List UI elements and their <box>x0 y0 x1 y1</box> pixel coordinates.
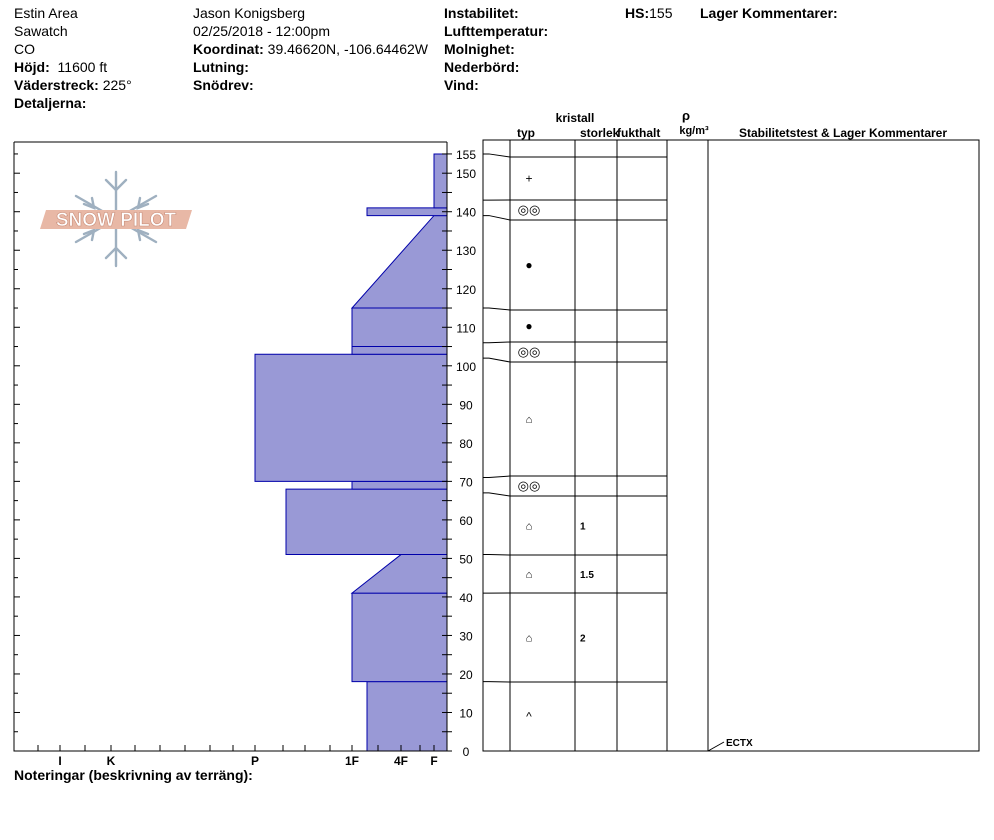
height-tick-label: 80 <box>459 436 473 451</box>
hardness-layer <box>352 347 447 355</box>
layer-grid-frame <box>483 140 979 751</box>
grain-type-symbol: ◎◎ <box>517 202 541 217</box>
grain-type-symbol: ⌂ <box>525 569 533 581</box>
hs-label: HS: <box>625 5 650 21</box>
grain-size-value: 1.5 <box>580 570 594 581</box>
height-tick-label: 30 <box>459 629 473 644</box>
height-tick-label: 70 <box>459 475 473 490</box>
hardness-layer <box>367 208 447 216</box>
grain-type-symbol: + <box>525 171 533 186</box>
height-tick-label: 20 <box>459 667 473 682</box>
slope-label: Lutning: <box>193 59 249 75</box>
hardness-label: P <box>250 754 260 768</box>
column-header-storlek: storlek <box>580 126 620 140</box>
logo-text: SNOW PILOT <box>55 210 177 231</box>
snowflake-logo-icon <box>40 172 192 266</box>
hardness-label: K <box>106 754 116 768</box>
layer-connector-line <box>483 308 510 310</box>
column-header-kristall: kristall <box>555 111 595 125</box>
column-header-typ: typ <box>517 126 535 140</box>
layer-connector-line <box>483 342 510 343</box>
height-tick-label: 130 <box>455 244 477 259</box>
elevation-value: 11600 ft <box>57 59 108 75</box>
hardness-layer <box>352 593 447 682</box>
coordinate-value: 39.46620N, -106.64462W <box>267 41 428 57</box>
grain-type-symbol: ◎◎ <box>517 344 541 359</box>
layer-comments-label: Lager Kommentarer: <box>700 5 838 21</box>
hardness-layer <box>434 154 447 208</box>
datetime-text: 02/25/2018 - 12:00pm <box>193 23 330 39</box>
air-temp-label: Lufttemperatur: <box>444 23 549 39</box>
observer-text: Jason Konigsberg <box>193 5 306 21</box>
hardness-layer <box>352 555 447 594</box>
aspect-label: Väderstreck: <box>14 77 99 93</box>
hardness-layer <box>367 682 447 751</box>
grain-type-symbol: ◎◎ <box>517 478 541 493</box>
coordinate-label: Koordinat: <box>193 41 264 57</box>
hardness-layer <box>352 216 447 308</box>
layer-connector-line <box>483 358 510 362</box>
state-text: CO <box>14 41 35 57</box>
notes-label: Noteringar (beskrivning av terräng): <box>14 767 253 783</box>
hardness-layer <box>352 481 447 489</box>
grain-type-symbol: ● <box>525 258 533 272</box>
stability-test-label: ECTX <box>726 738 753 749</box>
grain-type-symbol: ^ <box>526 709 532 724</box>
height-tick-label: 155 <box>455 147 477 162</box>
hardness-layer <box>286 489 447 554</box>
grain-type-symbol: ● <box>525 319 533 333</box>
height-tick-label: 140 <box>455 205 477 220</box>
cloud-label: Molnighet: <box>444 41 515 57</box>
column-header-fukthalt: fukthalt <box>617 126 661 140</box>
grain-type-symbol: ⌂ <box>525 414 533 426</box>
drift-label: Snödrev: <box>193 77 254 93</box>
layer-connector-line <box>483 476 510 478</box>
hardness-label: 4F <box>393 754 409 768</box>
elevation-label: Höjd: <box>14 59 50 75</box>
range-text: Sawatch <box>14 23 68 39</box>
column-header-rho: ρ <box>681 108 691 123</box>
grain-size-value: 1 <box>580 521 586 533</box>
hardness-label: I <box>58 754 62 768</box>
height-tick-label: 110 <box>456 321 476 336</box>
grain-type-symbol: ⌂ <box>525 520 533 533</box>
height-tick-label: 60 <box>459 513 473 528</box>
hs-value: 155 <box>649 5 673 21</box>
wind-label: Vind: <box>444 77 479 93</box>
hardness-label: F <box>430 754 438 768</box>
height-tick-label: 50 <box>459 552 473 567</box>
hardness-layer <box>352 308 447 347</box>
height-tick-label: 10 <box>459 706 473 721</box>
height-tick-label: 0 <box>462 745 470 759</box>
height-tick-label: 150 <box>455 167 477 182</box>
instability-label: Instabilitet: <box>444 5 519 21</box>
layer-connector-line <box>483 493 510 496</box>
height-tick-label: 100 <box>455 359 477 374</box>
hardness-layer <box>255 354 447 481</box>
details-label: Detaljerna: <box>14 95 87 111</box>
location-text: Estin Area <box>14 5 78 21</box>
column-header-stability: Stabilitetstest & Lager Kommentarer <box>738 126 948 140</box>
precip-label: Nederbörd: <box>444 59 520 75</box>
column-header-density-unit: kg/m³ <box>679 125 709 137</box>
height-tick-label: 90 <box>459 398 473 413</box>
height-tick-label: 120 <box>455 282 477 297</box>
hardness-label: 1F <box>344 754 360 768</box>
stability-test-leader <box>708 742 724 751</box>
layer-connector-line <box>483 216 510 220</box>
aspect-value: 225° <box>102 77 132 93</box>
layer-connector-line <box>483 154 510 157</box>
grain-type-symbol: ⌂ <box>525 632 533 645</box>
height-tick-label: 40 <box>459 590 473 605</box>
grain-size-value: 2 <box>580 633 586 645</box>
